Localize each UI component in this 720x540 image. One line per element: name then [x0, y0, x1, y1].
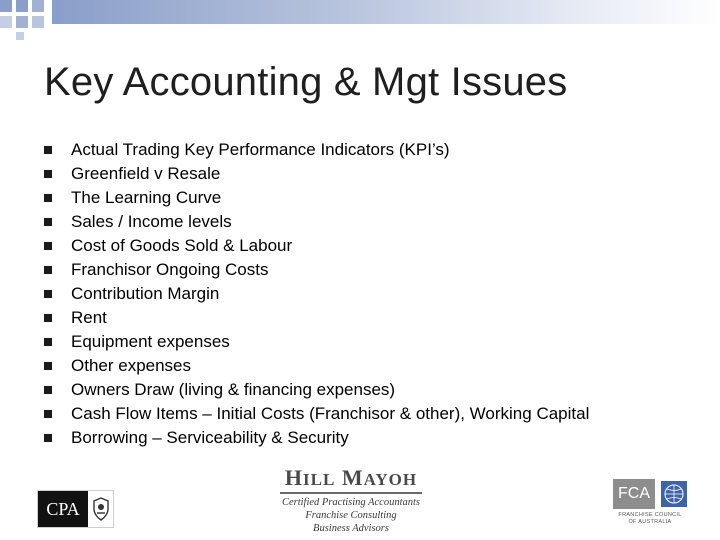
- list-item: [44, 308, 664, 327]
- hill-mayoh-name: [276, 466, 426, 492]
- decor-square: [0, 0, 12, 12]
- list-item: [44, 260, 664, 279]
- globe-icon: [661, 481, 687, 507]
- decor-square: [32, 16, 44, 28]
- list-item: [44, 236, 664, 255]
- crest-icon: [92, 497, 110, 521]
- list-item-text: Franchisor Ongoing Costs: [71, 260, 269, 279]
- bullet-square-icon: [44, 170, 52, 178]
- list-item-text: The Learning Curve: [71, 188, 222, 207]
- list-item-text: Sales / Income levels: [71, 212, 232, 231]
- decor-square: [0, 16, 12, 28]
- bullet-square-icon: [44, 266, 52, 274]
- list-item-text: Greenfield v Resale: [71, 164, 221, 183]
- list-item-text: Actual Trading Key Performance Indicators (KPI’s): [71, 140, 450, 159]
- bullet-square-icon: [44, 434, 52, 442]
- logo-letter: ILL: [303, 470, 336, 489]
- logo-letter: AYOH: [363, 470, 418, 489]
- bullet-square-icon: [44, 146, 52, 154]
- list-item-text: Borrowing – Serviceability & Security: [71, 428, 349, 447]
- page-title: Key Accounting & Mgt Issues: [44, 60, 568, 104]
- bullet-square-icon: [44, 194, 52, 202]
- list-item-text: Cash Flow Items – Initial Costs (Franchisor & other), Working Capital: [71, 404, 590, 423]
- list-item: [44, 140, 664, 159]
- list-item-text: Contribution Margin: [71, 284, 220, 303]
- bullet-list: [44, 140, 664, 452]
- list-item: [44, 212, 664, 231]
- fca-caption-line: FRANCHISE COUNCIL: [618, 512, 682, 518]
- list-item-text: Owners Draw (living & financing expenses): [71, 380, 396, 399]
- bullet-square-icon: [44, 362, 52, 370]
- bullet-square-icon: [44, 242, 52, 250]
- list-item-text: Cost of Goods Sold & Labour: [71, 236, 293, 255]
- list-item: [44, 404, 664, 423]
- list-item: [44, 188, 664, 207]
- header-gradient-bar: [52, 0, 720, 24]
- logo-tagline: Franchise Consulting: [305, 510, 397, 521]
- decor-square: [16, 32, 24, 40]
- bullet-square-icon: [44, 410, 52, 418]
- logo-letter: H: [284, 465, 304, 490]
- list-item: [44, 284, 664, 303]
- decor-square: [16, 0, 28, 12]
- logo-tagline: Business Advisors: [313, 523, 389, 534]
- bullet-square-icon: [44, 314, 52, 322]
- hill-mayoh-logo: [276, 466, 426, 535]
- bullet-square-icon: [44, 338, 52, 346]
- fca-caption: [611, 512, 689, 526]
- cpa-logo-text: CPA: [38, 491, 88, 527]
- bullet-square-icon: [44, 386, 52, 394]
- list-item: [44, 428, 664, 447]
- list-item: [44, 356, 664, 375]
- fca-logo: [613, 479, 685, 529]
- list-item: [44, 332, 664, 351]
- list-item-text: Other expenses: [71, 356, 192, 375]
- list-item: [44, 380, 664, 399]
- logo-letter: M: [335, 465, 364, 490]
- bullet-square-icon: [44, 290, 52, 298]
- cpa-logo: [37, 490, 114, 528]
- list-item: [44, 164, 664, 183]
- header-decoration: [0, 0, 720, 40]
- list-item-text: Equipment expenses: [71, 332, 230, 351]
- bullet-square-icon: [44, 218, 52, 226]
- logo-divider: [280, 492, 422, 494]
- fca-logo-text: FCA: [613, 479, 655, 509]
- decor-square: [16, 16, 28, 28]
- list-item-text: Rent: [71, 308, 107, 327]
- fca-caption-line: OF AUSTRALIA: [628, 519, 672, 525]
- logo-tagline: Certified Practising Accountants: [281, 497, 421, 508]
- decor-square: [32, 0, 44, 12]
